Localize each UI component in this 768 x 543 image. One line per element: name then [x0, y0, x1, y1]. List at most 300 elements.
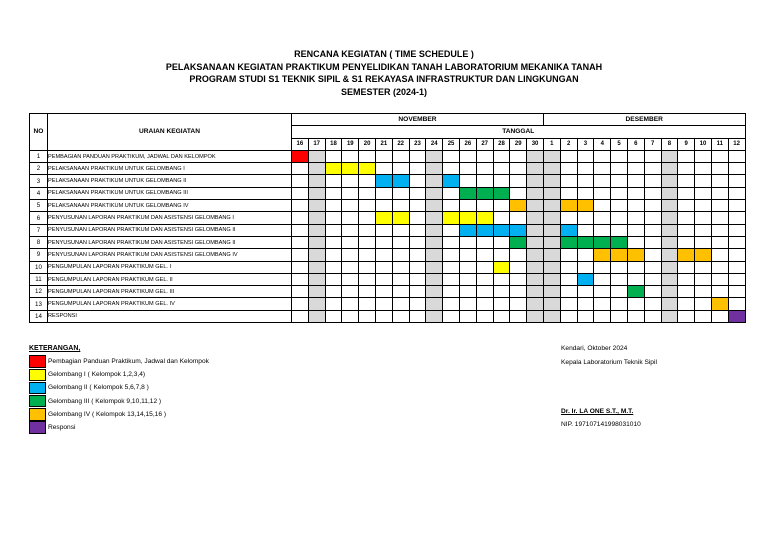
schedule-cell-weekend	[308, 187, 325, 199]
schedule-cell	[594, 200, 611, 212]
schedule-cell	[493, 212, 510, 224]
schedule-cell	[711, 175, 728, 187]
schedule-cell-weekend	[527, 236, 544, 248]
schedule-cell	[594, 175, 611, 187]
schedule-cell-weekend	[527, 200, 544, 212]
schedule-cell-weekend	[543, 236, 560, 248]
schedule-cell-active	[510, 200, 527, 212]
schedule-cell	[359, 200, 376, 212]
schedule-cell	[392, 150, 409, 162]
legend-title: KETERANGAN,	[29, 345, 81, 352]
signature-name: Dr. Ir. LA ONE S.T., M.T.	[561, 408, 634, 415]
signature-place-date: Kendari, Oktober 2024	[561, 345, 628, 352]
legend-item	[29, 408, 209, 421]
schedule-cell	[375, 249, 392, 261]
schedule-cell-weekend	[426, 286, 443, 298]
schedule-cell-weekend	[426, 249, 443, 261]
schedule-cell	[409, 175, 426, 187]
schedule-cell	[728, 249, 745, 261]
schedule-cell	[342, 249, 359, 261]
row-number: 3	[30, 175, 48, 187]
schedule-cell	[292, 273, 309, 285]
schedule-cell	[577, 249, 594, 261]
schedule-cell-weekend	[661, 150, 678, 162]
row-task: PENGUMPULAN LAPORAN PRAKTIKUM GEL. IV	[48, 298, 292, 310]
schedule-cell	[375, 150, 392, 162]
schedule-cell	[577, 310, 594, 322]
row-number: 12	[30, 286, 48, 298]
schedule-cell	[695, 273, 712, 285]
schedule-cell	[476, 236, 493, 248]
day-header: 30	[527, 138, 544, 150]
schedule-cell-active	[443, 175, 460, 187]
schedule-cell	[409, 310, 426, 322]
signature-position: Kepala Laboratorium Teknik Sipil	[561, 359, 657, 366]
row-number: 14	[30, 310, 48, 322]
schedule-cell-weekend	[527, 273, 544, 285]
schedule-cell	[476, 310, 493, 322]
schedule-cell	[711, 310, 728, 322]
schedule-cell	[375, 273, 392, 285]
day-header: 5	[611, 138, 628, 150]
schedule-cell	[342, 200, 359, 212]
schedule-cell	[443, 273, 460, 285]
legend-swatch	[29, 395, 46, 408]
schedule-cell	[627, 236, 644, 248]
schedule-cell	[392, 298, 409, 310]
schedule-cell	[627, 175, 644, 187]
schedule-cell	[325, 212, 342, 224]
schedule-cell-weekend	[527, 150, 544, 162]
schedule-cell-weekend	[426, 273, 443, 285]
table-row	[30, 310, 746, 322]
schedule-cell-weekend	[308, 261, 325, 273]
schedule-cell	[627, 298, 644, 310]
schedule-cell-weekend	[308, 163, 325, 175]
schedule-cell	[443, 187, 460, 199]
schedule-cell	[459, 273, 476, 285]
day-header: 11	[711, 138, 728, 150]
schedule-cell	[359, 175, 376, 187]
schedule-cell-weekend	[661, 298, 678, 310]
schedule-cell	[375, 298, 392, 310]
schedule-cell-weekend	[527, 187, 544, 199]
schedule-cell	[443, 261, 460, 273]
schedule-cell	[325, 286, 342, 298]
schedule-cell	[325, 249, 342, 261]
schedule-cell	[695, 150, 712, 162]
row-task: PENYUSUNAN LAPORAN PRAKTIKUM DAN ASISTENSI GELOMBANG IV	[48, 249, 292, 261]
legend-swatch	[29, 369, 46, 382]
schedule-cell	[292, 236, 309, 248]
schedule-cell	[375, 286, 392, 298]
schedule-cell-active	[493, 224, 510, 236]
row-task: PENYUSUNAN LAPORAN PRAKTIKUM DAN ASISTENSI GELOMBANG II	[48, 224, 292, 236]
schedule-cell-weekend	[308, 150, 325, 162]
row-task: PELAKSANAAN PRAKTIKUM UNTUK GELOMBANG III	[48, 187, 292, 199]
row-task: PENYUSUNAN LAPORAN PRAKTIKUM DAN ASISTENSI GELOMBANG I	[48, 212, 292, 224]
schedule-cell	[728, 224, 745, 236]
schedule-cell	[342, 236, 359, 248]
schedule-cell	[459, 163, 476, 175]
schedule-cell	[611, 187, 628, 199]
schedule-cell	[577, 187, 594, 199]
schedule-cell	[695, 175, 712, 187]
schedule-cell	[292, 163, 309, 175]
schedule-cell-active	[611, 249, 628, 261]
schedule-cell	[292, 298, 309, 310]
title-line-2: PELAKSANAAN KEGIATAN PRAKTIKUM PENYELIDIKAN TANAH LABORATORIUM MEKANIKA TANAH	[165, 61, 603, 72]
schedule-cell	[493, 286, 510, 298]
schedule-cell	[711, 273, 728, 285]
schedule-cell	[678, 310, 695, 322]
schedule-cell	[728, 298, 745, 310]
schedule-cell	[611, 200, 628, 212]
schedule-cell	[292, 286, 309, 298]
schedule-cell-weekend	[308, 212, 325, 224]
schedule-cell-weekend	[426, 298, 443, 310]
schedule-cell	[409, 150, 426, 162]
day-header: 12	[728, 138, 745, 150]
schedule-cell	[476, 163, 493, 175]
schedule-cell-weekend	[527, 261, 544, 273]
schedule-cell-weekend	[308, 249, 325, 261]
day-header: 21	[375, 138, 392, 150]
schedule-cell	[292, 261, 309, 273]
day-header: 3	[577, 138, 594, 150]
schedule-cell	[359, 187, 376, 199]
schedule-cell	[627, 310, 644, 322]
row-number: 7	[30, 224, 48, 236]
schedule-cell	[292, 212, 309, 224]
schedule-cell	[325, 187, 342, 199]
day-header: 1	[543, 138, 560, 150]
day-header: 25	[443, 138, 460, 150]
schedule-cell	[627, 224, 644, 236]
schedule-cell-active	[594, 249, 611, 261]
schedule-cell	[392, 286, 409, 298]
schedule-cell-active	[627, 286, 644, 298]
header-tanggal: TANGGAL	[292, 126, 746, 138]
schedule-cell	[493, 249, 510, 261]
schedule-cell-weekend	[527, 286, 544, 298]
schedule-cell	[711, 163, 728, 175]
schedule-cell-weekend	[543, 212, 560, 224]
schedule-cell	[711, 224, 728, 236]
schedule-cell-weekend	[426, 150, 443, 162]
schedule-cell	[594, 163, 611, 175]
schedule-cell-active	[325, 163, 342, 175]
schedule-cell-weekend	[426, 236, 443, 248]
schedule-cell-active	[375, 175, 392, 187]
legend-item	[29, 421, 209, 434]
schedule-cell	[644, 200, 661, 212]
schedule-cell	[678, 175, 695, 187]
schedule-cell-weekend	[543, 163, 560, 175]
schedule-cell-active	[728, 310, 745, 322]
schedule-cell	[510, 273, 527, 285]
schedule-cell	[577, 212, 594, 224]
row-task: PENGUMPULAN LAPORAN PRAKTIKUM GEL. I	[48, 261, 292, 273]
schedule-cell-weekend	[661, 286, 678, 298]
day-header: 2	[560, 138, 577, 150]
schedule-cell	[443, 249, 460, 261]
schedule-cell-active	[459, 187, 476, 199]
schedule-cell-weekend	[308, 200, 325, 212]
schedule-cell	[695, 187, 712, 199]
schedule-cell-weekend	[543, 298, 560, 310]
schedule-cell	[325, 175, 342, 187]
schedule-cell	[476, 150, 493, 162]
schedule-cell	[695, 310, 712, 322]
schedule-cell	[611, 212, 628, 224]
schedule-cell	[292, 175, 309, 187]
schedule-cell-active	[560, 236, 577, 248]
table-row	[30, 150, 746, 162]
schedule-cell-active	[375, 212, 392, 224]
day-header: 20	[359, 138, 376, 150]
schedule-cell	[292, 249, 309, 261]
schedule-cell-weekend	[426, 200, 443, 212]
schedule-cell	[577, 150, 594, 162]
schedule-cell	[678, 224, 695, 236]
schedule-cell	[627, 187, 644, 199]
schedule-cell	[560, 150, 577, 162]
schedule-cell	[611, 298, 628, 310]
schedule-cell-weekend	[527, 212, 544, 224]
schedule-cell-active	[342, 163, 359, 175]
schedule-cell	[644, 150, 661, 162]
schedule-cell	[711, 261, 728, 273]
schedule-cell-active	[493, 187, 510, 199]
schedule-cell-weekend	[543, 200, 560, 212]
schedule-cell	[292, 224, 309, 236]
row-number: 4	[30, 187, 48, 199]
schedule-cell	[577, 261, 594, 273]
schedule-cell	[627, 163, 644, 175]
legend-swatch	[29, 421, 46, 434]
row-task: RESPONSI	[48, 310, 292, 322]
schedule-cell	[375, 261, 392, 273]
schedule-cell	[409, 236, 426, 248]
schedule-cell-weekend	[661, 249, 678, 261]
day-header: 10	[695, 138, 712, 150]
schedule-cell	[695, 286, 712, 298]
schedule-cell-weekend	[308, 175, 325, 187]
legend-item	[29, 368, 209, 381]
schedule-cell-active	[711, 298, 728, 310]
day-header: 22	[392, 138, 409, 150]
schedule-cell-active	[560, 200, 577, 212]
schedule-cell	[392, 249, 409, 261]
schedule-cell	[342, 212, 359, 224]
schedule-cell	[510, 298, 527, 310]
schedule-cell-active	[359, 163, 376, 175]
day-header: 7	[644, 138, 661, 150]
legend-label: Responsi	[48, 424, 76, 432]
schedule-cell-weekend	[426, 163, 443, 175]
schedule-cell-active	[510, 236, 527, 248]
schedule-cell	[375, 163, 392, 175]
row-number: 5	[30, 200, 48, 212]
header-november: NOVEMBER	[292, 114, 544, 126]
schedule-cell	[644, 187, 661, 199]
schedule-cell	[711, 150, 728, 162]
schedule-cell	[510, 261, 527, 273]
row-number: 8	[30, 236, 48, 248]
schedule-cell	[644, 310, 661, 322]
schedule-cell	[476, 200, 493, 212]
row-task: PELAKSANAAN PRAKTIKUM UNTUK GELOMBANG II	[48, 175, 292, 187]
schedule-cell	[359, 150, 376, 162]
schedule-cell	[476, 286, 493, 298]
schedule-cell	[644, 273, 661, 285]
row-task: PEMBAGIAN PANDUAN PRAKTIKUM, JADWAL DAN KELOMPOK	[48, 150, 292, 162]
schedule-cell	[695, 298, 712, 310]
day-header: 9	[678, 138, 695, 150]
schedule-cell	[375, 310, 392, 322]
day-header: 24	[426, 138, 443, 150]
legend-label: Pembagian Panduan Praktikum, Jadwal dan Kelompok	[48, 358, 209, 366]
schedule-cell	[728, 175, 745, 187]
schedule-cell	[560, 163, 577, 175]
schedule-cell	[728, 212, 745, 224]
schedule-cell-active	[493, 261, 510, 273]
schedule-cell	[711, 236, 728, 248]
day-header: 6	[627, 138, 644, 150]
schedule-cell	[728, 150, 745, 162]
schedule-cell	[476, 273, 493, 285]
legend-item	[29, 355, 209, 368]
schedule-cell	[493, 175, 510, 187]
schedule-cell	[728, 261, 745, 273]
schedule-cell	[493, 236, 510, 248]
schedule-cell-weekend	[543, 150, 560, 162]
row-number: 6	[30, 212, 48, 224]
table-row	[30, 273, 746, 285]
table-row	[30, 200, 746, 212]
schedule-cell	[392, 163, 409, 175]
schedule-cell	[392, 187, 409, 199]
schedule-cell-weekend	[527, 224, 544, 236]
schedule-cell	[678, 261, 695, 273]
legend-swatch	[29, 408, 46, 421]
schedule-cell-weekend	[543, 175, 560, 187]
schedule-cell	[459, 261, 476, 273]
schedule-cell	[409, 224, 426, 236]
schedule-cell	[577, 224, 594, 236]
schedule-cell-active	[678, 249, 695, 261]
schedule-cell	[560, 286, 577, 298]
schedule-cell	[443, 163, 460, 175]
schedule-cell	[443, 200, 460, 212]
schedule-cell	[678, 163, 695, 175]
table-row	[30, 298, 746, 310]
schedule-cell	[392, 236, 409, 248]
schedule-cell	[678, 286, 695, 298]
day-header: 19	[342, 138, 359, 150]
schedule-cell-weekend	[426, 175, 443, 187]
schedule-cell	[510, 212, 527, 224]
schedule-cell	[443, 310, 460, 322]
schedule-cell	[342, 150, 359, 162]
schedule-cell	[627, 200, 644, 212]
table-row	[30, 236, 746, 248]
schedule-cell	[459, 298, 476, 310]
schedule-cell	[292, 187, 309, 199]
schedule-cell	[594, 187, 611, 199]
schedule-cell	[711, 200, 728, 212]
header-no: NO	[30, 114, 48, 151]
schedule-cell	[611, 310, 628, 322]
schedule-cell-weekend	[308, 298, 325, 310]
table-row	[30, 286, 746, 298]
table-row	[30, 212, 746, 224]
row-number: 2	[30, 163, 48, 175]
schedule-cell-weekend	[426, 310, 443, 322]
schedule-cell	[409, 249, 426, 261]
schedule-cell-weekend	[543, 224, 560, 236]
header-desember: DESEMBER	[543, 114, 745, 126]
schedule-cell	[611, 163, 628, 175]
schedule-cell	[678, 298, 695, 310]
header-uraian: URAIAN KEGIATAN	[48, 114, 292, 151]
schedule-cell-weekend	[543, 273, 560, 285]
schedule-cell	[325, 150, 342, 162]
schedule-cell	[560, 175, 577, 187]
schedule-cell	[359, 286, 376, 298]
day-header: 8	[661, 138, 678, 150]
schedule-cell	[359, 249, 376, 261]
schedule-table	[29, 113, 746, 323]
legend-label: Gelombang II ( Kelompok 5,6,7,8 )	[48, 384, 149, 392]
schedule-cell	[594, 298, 611, 310]
schedule-cell-weekend	[426, 212, 443, 224]
title-line-4: SEMESTER (2024-1)	[340, 86, 428, 97]
row-number: 11	[30, 273, 48, 285]
schedule-cell	[359, 298, 376, 310]
schedule-cell-active	[577, 236, 594, 248]
schedule-cell	[627, 212, 644, 224]
schedule-cell-weekend	[661, 187, 678, 199]
table-row	[30, 261, 746, 273]
schedule-cell	[409, 200, 426, 212]
schedule-cell	[560, 261, 577, 273]
legend-label: Gelombang III ( Kelompok 9,10,11,12 )	[48, 397, 162, 405]
schedule-cell-active	[577, 273, 594, 285]
schedule-cell	[695, 236, 712, 248]
schedule-cell	[493, 310, 510, 322]
schedule-cell-weekend	[308, 286, 325, 298]
schedule-cell	[644, 163, 661, 175]
title-line-3: PROGRAM STUDI S1 TEKNIK SIPIL & S1 REKAYASA INFRASTRUKTUR DAN LINGKUNGAN	[189, 74, 579, 84]
schedule-cell	[678, 150, 695, 162]
schedule-cell	[459, 310, 476, 322]
schedule-cell-weekend	[661, 224, 678, 236]
schedule-cell	[577, 175, 594, 187]
schedule-cell-active	[392, 175, 409, 187]
schedule-cell	[644, 175, 661, 187]
schedule-cell	[493, 298, 510, 310]
schedule-cell	[443, 224, 460, 236]
schedule-cell-weekend	[543, 249, 560, 261]
schedule-cell	[594, 286, 611, 298]
schedule-cell-weekend	[308, 224, 325, 236]
schedule-cell	[611, 286, 628, 298]
schedule-cell	[409, 261, 426, 273]
schedule-cell-weekend	[661, 212, 678, 224]
schedule-cell-weekend	[426, 224, 443, 236]
